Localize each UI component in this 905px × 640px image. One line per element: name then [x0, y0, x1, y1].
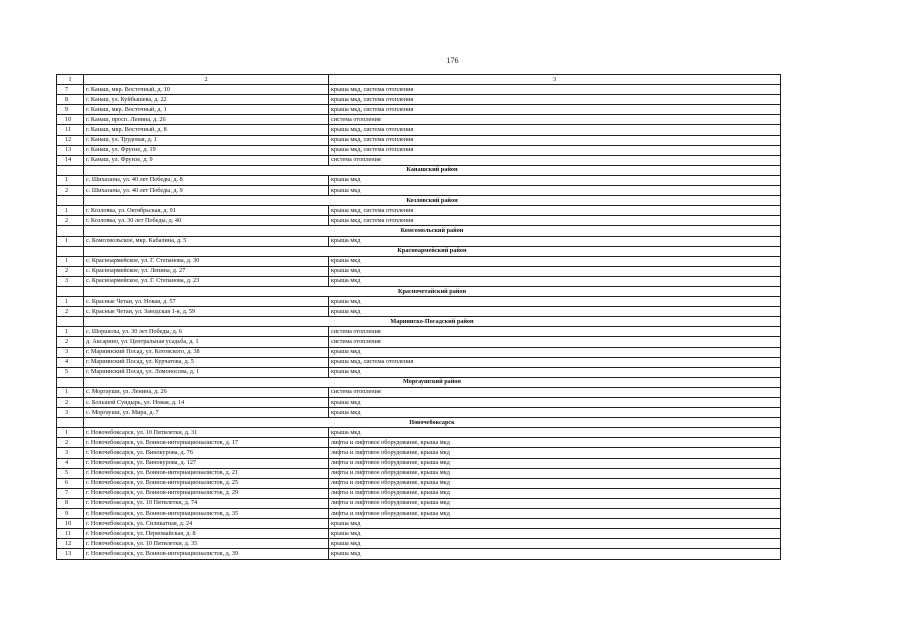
row-work: крыша мкд, система отопления — [329, 85, 781, 95]
row-address: г. Канаш, ул. Фрунзе, д. 19 — [84, 145, 329, 155]
section-empty-cell — [57, 418, 84, 428]
row-number: 12 — [57, 135, 84, 145]
row-address: с. Комсомольское, мкр. Кабалина, д. 5 — [84, 236, 329, 246]
row-number: 2 — [57, 307, 84, 317]
row-work: система отопления — [329, 337, 781, 347]
table-row — [57, 387, 781, 397]
table-row — [57, 549, 781, 559]
section-empty-cell — [57, 377, 84, 387]
row-number: 2 — [57, 186, 84, 196]
table-row — [57, 367, 781, 377]
row-address: г. Мариинский Посад, ул. Курчатова, д. 5 — [84, 357, 329, 367]
row-number: 13 — [57, 145, 84, 155]
row-address: г. Новочебоксарск, ул. 10 Пятилетки, д. 74 — [84, 498, 329, 508]
table-row — [57, 327, 781, 337]
row-number: 8 — [57, 498, 84, 508]
row-work: лифты и лифтовое оборудование, крыша мкд — [329, 468, 781, 478]
row-number: 10 — [57, 519, 84, 529]
section-title: Красноармейский район — [84, 246, 781, 256]
section-empty-cell — [57, 226, 84, 236]
table-row — [57, 398, 781, 408]
table-row — [57, 175, 781, 185]
header-col-3: 3 — [329, 75, 781, 85]
row-address: с. Большой Сундырь, ул. Новая, д. 14 — [84, 398, 329, 408]
row-number: 2 — [57, 438, 84, 448]
table-row — [57, 206, 781, 216]
row-address: г. Канаш, просп. Ленина, д. 26 — [84, 115, 329, 125]
row-number: 1 — [57, 428, 84, 438]
row-address: с. Шоршелы, ул. 30 лет Победы, д. 6 — [84, 327, 329, 337]
row-work: крыша мкд — [329, 398, 781, 408]
row-number: 3 — [57, 347, 84, 357]
row-number: 6 — [57, 478, 84, 488]
row-address: с. Красные Четаи, ул. Заводская 1-я, д. 59 — [84, 307, 329, 317]
row-address: г. Новочебоксарск, ул. Воинов-интернационалистов, д. 21 — [84, 468, 329, 478]
row-work: крыша мкд, система отопления — [329, 145, 781, 155]
row-work: крыша мкд — [329, 529, 781, 539]
row-number: 2 — [57, 398, 84, 408]
row-number: 1 — [57, 256, 84, 266]
table-row — [57, 357, 781, 367]
row-address: г. Канаш, ул. Куйбышева, д. 22 — [84, 95, 329, 105]
row-address: г. Новочебоксарск, ул. Воинов-интернационалистов, д. 17 — [84, 438, 329, 448]
section-row — [57, 165, 781, 175]
row-work: лифты и лифтовое оборудование, крыша мкд — [329, 438, 781, 448]
section-row — [57, 196, 781, 206]
row-number: 5 — [57, 367, 84, 377]
row-address: с. Моргауши, ул. Мира, д. 7 — [84, 408, 329, 418]
table-row — [57, 337, 781, 347]
row-address: г. Новочебоксарск, ул. 10 Пятилетки, д. 35 — [84, 539, 329, 549]
row-work: крыша мкд — [329, 256, 781, 266]
row-address: г. Новочебоксарск, ул. Воинов-интернационалистов, д. 29 — [84, 488, 329, 498]
row-address: г. Канаш, мкр. Восточный, д. 8 — [84, 125, 329, 135]
repair-table — [56, 74, 781, 560]
section-title: Комсомольский район — [84, 226, 781, 236]
row-work: крыша мкд — [329, 519, 781, 529]
row-address: с. Красноармейское, ул. Ленина, д. 27 — [84, 266, 329, 276]
row-work: крыша мкд — [329, 408, 781, 418]
row-work: крыша мкд — [329, 347, 781, 357]
row-number: 12 — [57, 539, 84, 549]
row-number: 1 — [57, 236, 84, 246]
row-address: г. Канаш, ул. Трудовая, д. 1 — [84, 135, 329, 145]
table-body — [57, 75, 781, 560]
row-work: система отопления — [329, 327, 781, 337]
row-address: г. Канаш, мкр. Восточный, д. 10 — [84, 85, 329, 95]
row-number: 3 — [57, 408, 84, 418]
row-number: 11 — [57, 125, 84, 135]
table-row — [57, 438, 781, 448]
header-col-1: 1 — [57, 75, 84, 85]
row-number: 14 — [57, 155, 84, 165]
section-empty-cell — [57, 165, 84, 175]
section-title: Новочебоксарск — [84, 418, 781, 428]
row-number: 10 — [57, 115, 84, 125]
table-row — [57, 125, 781, 135]
table-row — [57, 529, 781, 539]
row-address: г. Канаш, ул. Фрунзе, д. 9 — [84, 155, 329, 165]
row-number: 5 — [57, 468, 84, 478]
row-work: лифты и лифтовое оборудование, крыша мкд — [329, 448, 781, 458]
header-col-2: 2 — [84, 75, 329, 85]
row-number: 1 — [57, 175, 84, 185]
table-row — [57, 478, 781, 488]
row-number: 4 — [57, 357, 84, 367]
section-empty-cell — [57, 196, 84, 206]
row-address: с. Красноармейское, ул. Г. Степанова, д. 23 — [84, 276, 329, 286]
row-number: 13 — [57, 549, 84, 559]
row-work: крыша мкд — [329, 266, 781, 276]
table-row — [57, 256, 781, 266]
row-work: лифты и лифтовое оборудование, крыша мкд — [329, 498, 781, 508]
section-title: Козловский район — [84, 196, 781, 206]
row-work: крыша мкд — [329, 428, 781, 438]
row-number: 9 — [57, 509, 84, 519]
table-row — [57, 85, 781, 95]
row-number: 3 — [57, 448, 84, 458]
table-row — [57, 458, 781, 468]
row-address: г. Новочебоксарск, ул. Воинов-интернационалистов, д. 39 — [84, 549, 329, 559]
row-work: лифты и лифтовое оборудование, крыша мкд — [329, 488, 781, 498]
row-work: система отопления — [329, 387, 781, 397]
table-row — [57, 448, 781, 458]
row-address: г. Новочебоксарск, ул. 10 Пятилетки, д. 31 — [84, 428, 329, 438]
row-address: с. Моргауши, ул. Ленина, д. 26 — [84, 387, 329, 397]
section-row — [57, 377, 781, 387]
section-title: Канашский район — [84, 165, 781, 175]
table-row — [57, 276, 781, 286]
row-number: 1 — [57, 387, 84, 397]
section-row — [57, 418, 781, 428]
section-row — [57, 286, 781, 296]
table-row — [57, 297, 781, 307]
row-work: крыша мкд — [329, 549, 781, 559]
table-row — [57, 468, 781, 478]
row-number: 1 — [57, 206, 84, 216]
row-work: крыша мкд — [329, 539, 781, 549]
table-row — [57, 498, 781, 508]
row-address: с. Шихазаны, ул. 40 лет Победы, д. 8 — [84, 175, 329, 185]
row-work: крыша мкд, система отопления — [329, 135, 781, 145]
row-address: д. Аксарино, ул. Центральная усадьба, д. 1 — [84, 337, 329, 347]
table-row — [57, 509, 781, 519]
row-address: г. Канаш, мкр. Восточный, д. 1 — [84, 105, 329, 115]
row-work: крыша мкд — [329, 186, 781, 196]
row-address: г. Мариинский Посад, ул. Котовского, д. 38 — [84, 347, 329, 357]
table-row — [57, 216, 781, 226]
row-address: г. Новочебоксарск, ул. Воинов-интернационалистов, д. 25 — [84, 478, 329, 488]
row-work: лифты и лифтовое оборудование, крыша мкд — [329, 478, 781, 488]
row-address: г. Мариинский Посад, ул. Ломоносова, д. 1 — [84, 367, 329, 377]
row-number: 7 — [57, 488, 84, 498]
row-number: 1 — [57, 297, 84, 307]
section-empty-cell — [57, 246, 84, 256]
table-row — [57, 539, 781, 549]
row-number: 2 — [57, 216, 84, 226]
row-number: 1 — [57, 327, 84, 337]
table-row — [57, 307, 781, 317]
row-work: крыша мкд, система отопления — [329, 216, 781, 226]
table-row — [57, 408, 781, 418]
row-work: крыша мкд — [329, 276, 781, 286]
row-address: г. Новочебоксарск, ул. Силикатная, д. 24 — [84, 519, 329, 529]
row-number: 11 — [57, 529, 84, 539]
table-row — [57, 488, 781, 498]
table-row — [57, 135, 781, 145]
table-header-row — [57, 75, 781, 85]
row-address: с. Шихазаны, ул. 40 лет Победы, д. 9 — [84, 186, 329, 196]
table-row — [57, 95, 781, 105]
table-row — [57, 115, 781, 125]
row-number: 2 — [57, 337, 84, 347]
row-number: 2 — [57, 266, 84, 276]
section-empty-cell — [57, 317, 84, 327]
table-row — [57, 266, 781, 276]
row-number: 4 — [57, 458, 84, 468]
row-work: крыша мкд — [329, 297, 781, 307]
section-row — [57, 246, 781, 256]
table-row — [57, 155, 781, 165]
section-empty-cell — [57, 286, 84, 296]
row-address: г. Новочебоксарск, ул. Винокурова, д. 76 — [84, 448, 329, 458]
section-title: Красночетайский район — [84, 286, 781, 296]
section-title: Мариинско-Посадский район — [84, 317, 781, 327]
row-address: г. Козловка, ул. Октябрьская, д. 91 — [84, 206, 329, 216]
section-row — [57, 317, 781, 327]
row-address: г. Козловка, ул. 30 лет Победы, д. 40 — [84, 216, 329, 226]
row-work: крыша мкд, система отопления — [329, 105, 781, 115]
row-work: крыша мкд — [329, 367, 781, 377]
row-address: г. Новочебоксарск, ул. Воинов-интернационалистов, д. 35 — [84, 509, 329, 519]
row-work: крыша мкд, система отопления — [329, 206, 781, 216]
table-row — [57, 105, 781, 115]
row-number: 9 — [57, 105, 84, 115]
row-work: крыша мкд, система отопления — [329, 125, 781, 135]
row-number: 8 — [57, 95, 84, 105]
section-row — [57, 226, 781, 236]
table-row — [57, 236, 781, 246]
table-row — [57, 428, 781, 438]
row-address: с. Красные Четаи, ул. Новая, д. 57 — [84, 297, 329, 307]
row-address: г. Новочебоксарск, ул. Первомайская, д. 8 — [84, 529, 329, 539]
row-work: лифты и лифтовое оборудование, крыша мкд — [329, 509, 781, 519]
table-row — [57, 186, 781, 196]
table-row — [57, 519, 781, 529]
page-number: 176 — [446, 56, 459, 65]
section-title: Моргаушский район — [84, 377, 781, 387]
table-row — [57, 145, 781, 155]
row-work: крыша мкд, система отопления — [329, 95, 781, 105]
row-work: крыша мкд — [329, 307, 781, 317]
row-work: крыша мкд, система отопления — [329, 357, 781, 367]
table-row — [57, 347, 781, 357]
row-work: крыша мкд — [329, 236, 781, 246]
row-address: г. Новочебоксарск, ул. Винокурова, д. 127 — [84, 458, 329, 468]
row-work: лифты и лифтовое оборудование, крыша мкд — [329, 458, 781, 468]
row-work: система отопления — [329, 155, 781, 165]
row-work: система отопления — [329, 115, 781, 125]
row-number: 7 — [57, 85, 84, 95]
row-address: с. Красноармейское, ул. Г. Степанова, д. 30 — [84, 256, 329, 266]
row-number: 3 — [57, 276, 84, 286]
row-work: крыша мкд — [329, 175, 781, 185]
